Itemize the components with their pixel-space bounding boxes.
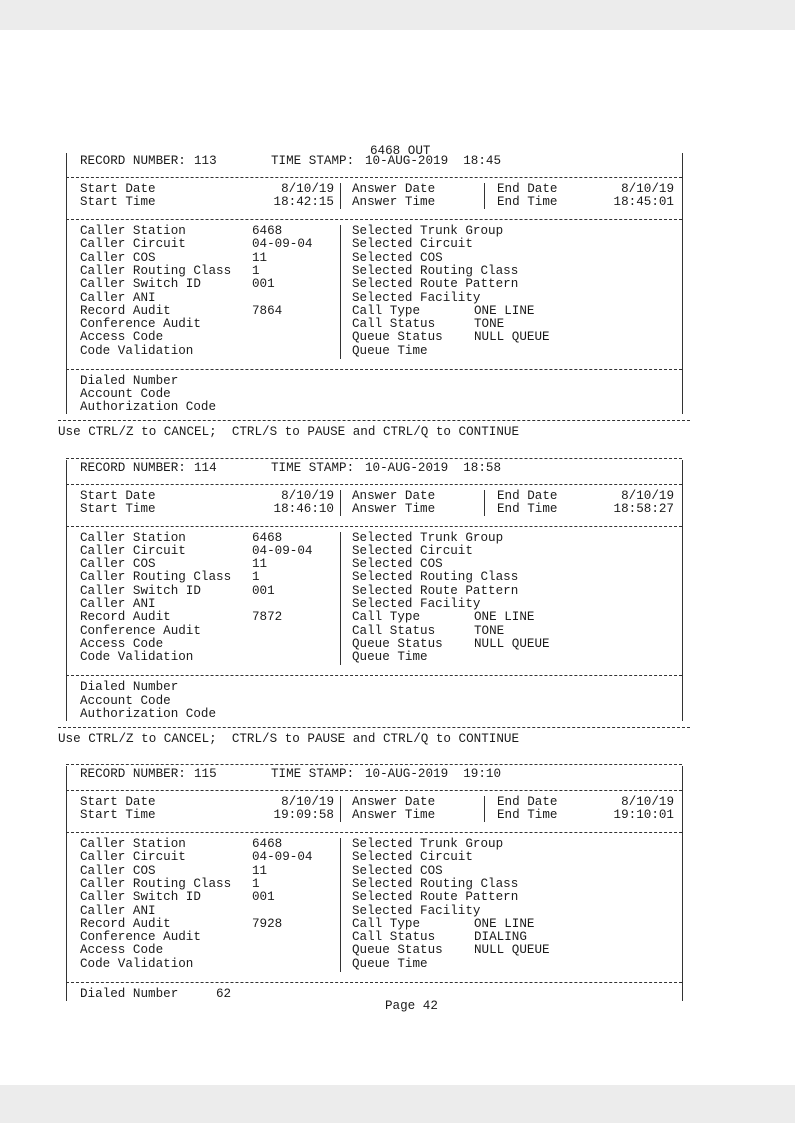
selected-field-label: Selected Route Pattern: [352, 277, 519, 292]
selected-field-label: Selected Trunk Group: [352, 224, 504, 238]
end-date-label: End Date: [497, 795, 558, 809]
column-separator: [484, 796, 485, 822]
selected-field-label: Call Type: [352, 610, 421, 625]
caller-field-label: Caller ANI: [80, 597, 156, 611]
start-date-label: Start Date: [80, 488, 156, 503]
time-stamp: 10-AUG-2019 18:58: [365, 460, 502, 475]
time-stamp-label: TIME STAMP:: [271, 460, 355, 475]
caller-field-label: Conference Audit: [80, 930, 201, 945]
caller-field-value: 6468: [252, 224, 283, 238]
selected-field-label: Call Status: [352, 623, 436, 638]
bottom-field-label: Authorization Code: [80, 706, 217, 721]
caller-field-label: Caller Circuit: [80, 543, 186, 558]
caller-field-label: Conference Audit: [80, 623, 201, 638]
start-date-label: Start Date: [80, 795, 156, 809]
selected-field-label: Selected COS: [352, 250, 443, 265]
column-separator: [340, 225, 341, 359]
selected-field-label: Selected Circuit: [352, 543, 473, 558]
selected-field-label: Queue Status: [352, 636, 443, 651]
page-footer: Page 42: [385, 999, 438, 1013]
caller-field-value: 1: [252, 876, 260, 891]
selected-field-value: TONE: [474, 623, 505, 638]
selected-field-value: TONE: [474, 317, 505, 332]
start-date: 8/10/19: [281, 488, 334, 503]
end-date-label: End Date: [497, 488, 558, 503]
dashed-rule: [66, 177, 682, 178]
caller-field-label: Caller COS: [80, 557, 156, 572]
caller-field-label: Code Validation: [80, 343, 194, 358]
column-separator: [484, 490, 485, 516]
time-stamp: 10-AUG-2019 18:45: [365, 154, 502, 168]
caller-field-label: Caller Switch ID: [80, 277, 201, 292]
right-border: [682, 766, 683, 1001]
selected-field-value: ONE LINE: [474, 916, 535, 931]
caller-field-label: Caller Switch ID: [80, 890, 201, 905]
scan-bottom-band: [0, 1085, 795, 1123]
selected-field-value: NULL QUEUE: [474, 636, 550, 651]
selected-field-value: DIALING: [474, 930, 527, 945]
caller-field-value: 11: [252, 863, 268, 878]
selected-field-label: Selected Circuit: [352, 237, 473, 252]
caller-field-value: 11: [252, 250, 268, 265]
caller-field-label: Access Code: [80, 943, 164, 958]
bottom-field-label: Dialed Number: [80, 373, 179, 388]
answer-time-label: Answer Time: [352, 808, 436, 822]
caller-field-label: Code Validation: [80, 956, 194, 971]
selected-field-label: Selected Routing Class: [352, 570, 519, 585]
caller-field-label: Record Audit: [80, 610, 171, 625]
caller-field-value: 7928: [252, 916, 283, 931]
caller-field-label: Caller Circuit: [80, 850, 186, 865]
caller-field-label: Caller Switch ID: [80, 583, 201, 598]
end-time: 19:10:01: [613, 808, 674, 822]
column-separator: [340, 490, 341, 516]
selected-field-label: Selected Facility: [352, 597, 481, 611]
dashed-rule: [66, 219, 682, 220]
caller-field-label: Caller Station: [80, 530, 186, 545]
selected-field-label: Queue Status: [352, 943, 443, 958]
bottom-field-label: Dialed Number: [80, 680, 179, 695]
caller-field-value: 001: [252, 890, 275, 905]
dashed-rule: [66, 832, 682, 833]
caller-field-label: Caller Routing Class: [80, 876, 232, 891]
start-time-label: Start Time: [80, 195, 156, 209]
right-border: [682, 460, 683, 721]
time-stamp-label: TIME STAMP:: [271, 154, 355, 168]
dashed-rule: [58, 420, 690, 421]
start-time: 18:46:10: [273, 501, 334, 516]
bottom-field-label: Dialed Number: [80, 986, 179, 1001]
start-date: 8/10/19: [281, 182, 334, 196]
selected-field-label: Queue Time: [352, 956, 428, 971]
dashed-rule: [66, 484, 682, 485]
caller-field-value: 6468: [252, 530, 283, 545]
caller-field-value: 04-09-04: [252, 850, 313, 865]
selected-field-value: NULL QUEUE: [474, 330, 550, 345]
caller-field-label: Record Audit: [80, 916, 171, 931]
selected-field-label: Queue Status: [352, 330, 443, 345]
selected-field-label: Selected Routing Class: [352, 876, 519, 891]
caller-field-label: Access Code: [80, 636, 164, 651]
column-separator: [484, 183, 485, 209]
selected-field-label: Selected Route Pattern: [352, 890, 519, 905]
start-date-label: Start Date: [80, 182, 156, 196]
selected-field-label: Call Type: [352, 303, 421, 318]
end-date: 8/10/19: [621, 795, 674, 809]
dashed-rule: [58, 727, 690, 728]
column-separator: [340, 796, 341, 822]
selected-field-value: NULL QUEUE: [474, 943, 550, 958]
caller-field-label: Caller Station: [80, 837, 186, 851]
selected-field-label: Selected Facility: [352, 290, 481, 305]
left-border: [66, 766, 67, 1001]
dashed-rule: [66, 982, 682, 983]
selected-field-label: Selected COS: [352, 557, 443, 572]
selected-field-label: Selected Trunk Group: [352, 530, 504, 545]
end-time-label: End Time: [497, 808, 558, 822]
end-date: 8/10/19: [621, 182, 674, 196]
bottom-field-label: Account Code: [80, 693, 171, 708]
record-number: 114: [194, 460, 217, 475]
caller-field-value: 001: [252, 277, 275, 292]
dashed-rule: [66, 526, 682, 527]
dashed-rule: [66, 369, 682, 370]
left-border: [66, 153, 67, 414]
caller-field-label: Conference Audit: [80, 317, 201, 332]
end-time-label: End Time: [497, 501, 558, 516]
column-separator: [340, 532, 341, 666]
record-number: 113: [194, 154, 217, 168]
scan-top-band: [0, 0, 795, 30]
selected-field-label: Call Status: [352, 317, 436, 332]
continue-prompt: Use CTRL/Z to CANCEL; CTRL/S to PAUSE and CTRL/Q to CONTINUE: [58, 425, 520, 440]
selected-field-label: Selected Circuit: [352, 850, 473, 865]
bottom-field-value: 62: [216, 986, 232, 1001]
record-number-label: RECORD NUMBER:: [80, 154, 186, 168]
caller-field-label: Caller Circuit: [80, 237, 186, 252]
record-number: 115: [194, 767, 217, 781]
start-time: 18:42:15: [273, 195, 334, 209]
bottom-field-label: Authorization Code: [80, 400, 217, 415]
end-time: 18:45:01: [613, 195, 674, 209]
selected-field-label: Selected Routing Class: [352, 263, 519, 278]
selected-field-label: Selected Route Pattern: [352, 583, 519, 598]
record-number-label: RECORD NUMBER:: [80, 767, 186, 781]
column-separator: [340, 183, 341, 209]
dashed-rule: [66, 675, 682, 676]
dashed-rule: [66, 790, 682, 791]
continue-prompt: Use CTRL/Z to CANCEL; CTRL/S to PAUSE and CTRL/Q to CONTINUE: [58, 731, 520, 746]
selected-field-value: ONE LINE: [474, 610, 535, 625]
caller-field-label: Code Validation: [80, 650, 194, 665]
caller-field-label: Caller Routing Class: [80, 570, 232, 585]
caller-field-label: Access Code: [80, 330, 164, 345]
selected-field-label: Call Type: [352, 916, 421, 931]
end-time-label: End Time: [497, 195, 558, 209]
caller-field-value: 04-09-04: [252, 543, 313, 558]
right-border: [682, 153, 683, 414]
selected-field-label: Call Status: [352, 930, 436, 945]
record-number-label: RECORD NUMBER:: [80, 460, 186, 475]
selected-field-label: Selected Facility: [352, 903, 481, 918]
page-header: 6468 OUT: [370, 144, 431, 158]
dashed-rule: [66, 764, 682, 765]
selected-field-label: Queue Time: [352, 650, 428, 665]
caller-field-value: 7872: [252, 610, 283, 625]
start-date: 8/10/19: [281, 795, 334, 809]
caller-field-label: Caller Station: [80, 224, 186, 238]
caller-field-label: Caller COS: [80, 250, 156, 265]
caller-field-label: Caller ANI: [80, 903, 156, 918]
selected-field-label: Selected Trunk Group: [352, 837, 504, 851]
answer-date-label: Answer Date: [352, 182, 436, 196]
end-date-label: End Date: [497, 182, 558, 196]
dashed-rule: [66, 458, 682, 459]
answer-date-label: Answer Date: [352, 488, 436, 503]
selected-field-value: ONE LINE: [474, 303, 535, 318]
caller-field-label: Record Audit: [80, 303, 171, 318]
start-time-label: Start Time: [80, 808, 156, 822]
caller-field-label: Caller ANI: [80, 290, 156, 305]
selected-field-label: Queue Time: [352, 343, 428, 358]
answer-time-label: Answer Time: [352, 501, 436, 516]
time-stamp-label: TIME STAMP:: [271, 767, 355, 781]
answer-date-label: Answer Date: [352, 795, 436, 809]
end-date: 8/10/19: [621, 488, 674, 503]
caller-field-value: 1: [252, 570, 260, 585]
caller-field-value: 04-09-04: [252, 237, 313, 252]
caller-field-value: 001: [252, 583, 275, 598]
caller-field-value: 11: [252, 557, 268, 572]
left-border: [66, 460, 67, 721]
time-stamp: 10-AUG-2019 19:10: [365, 767, 502, 781]
start-time: 19:09:58: [273, 808, 334, 822]
end-time: 18:58:27: [613, 501, 674, 516]
caller-field-label: Caller Routing Class: [80, 263, 232, 278]
answer-time-label: Answer Time: [352, 195, 436, 209]
caller-field-label: Caller COS: [80, 863, 156, 878]
bottom-field-label: Account Code: [80, 387, 171, 401]
start-time-label: Start Time: [80, 501, 156, 516]
caller-field-value: 6468: [252, 837, 283, 851]
selected-field-label: Selected COS: [352, 863, 443, 878]
caller-field-value: 7864: [252, 303, 283, 318]
column-separator: [340, 838, 341, 972]
caller-field-value: 1: [252, 263, 260, 278]
